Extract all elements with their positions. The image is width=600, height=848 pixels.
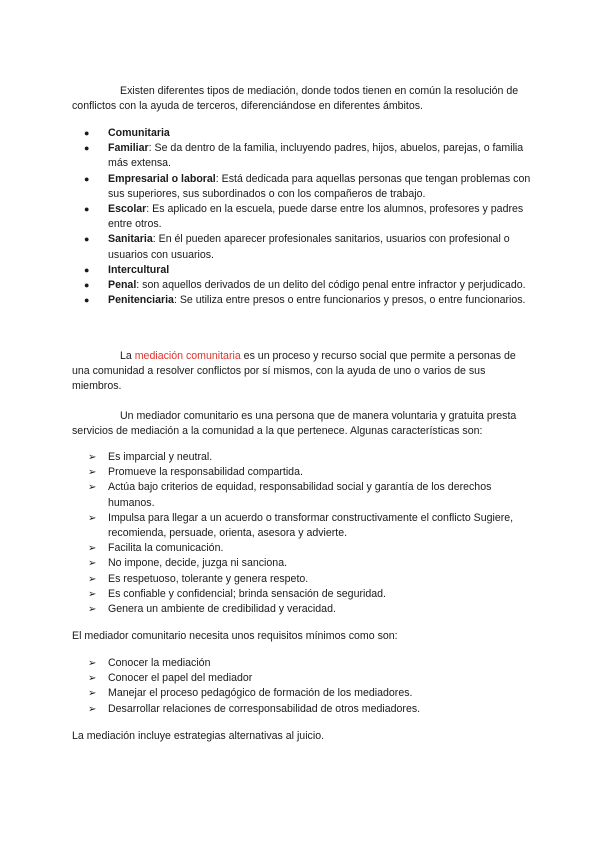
arrow-bullet-icon: ➢	[88, 452, 97, 463]
bullet-icon: ●	[84, 204, 90, 215]
closing-paragraph: La mediación incluye estrategias alternativas al juicio.	[72, 730, 325, 742]
arrow-bullet-icon: ➢	[88, 512, 97, 524]
arrow-bullet-icon: ➢	[88, 558, 97, 570]
arrow-bullet-icon: ➢	[88, 588, 97, 600]
list-item: ➢ Genera un ambiente de credibilidad y veracidad.	[72, 602, 532, 617]
list-item: ➢ No impone, decide, juzga ni sanciona.	[72, 556, 532, 571]
list-item: ➢ Es confiable y confidencial; brinda sensación de seguridad.	[72, 587, 532, 602]
bullet-icon: ●	[84, 128, 90, 138]
bullet-icon: ●	[84, 295, 90, 306]
list-item: ● Familiar: Se da dentro de la familia, incluyendo padres, hijos, abuelos, parejas, o familia más extensa.	[84, 142, 524, 170]
highlighted-term: mediación comunitaria	[134, 350, 241, 362]
characteristics-list	[72, 450, 532, 617]
list-item: ● Penal: son aquellos derivados de un delito del código penal entre infractor y perjudicado.	[72, 278, 532, 293]
requirements-intro-paragraph: El mediador comunitario necesita unos requisitos mínimos como son:	[72, 630, 398, 642]
bullet-icon: ●	[84, 173, 90, 184]
list-item: ➢ Facilita la comunicación.	[72, 541, 532, 556]
arrow-bullet-icon: ➢	[88, 658, 97, 669]
arrow-bullet-icon: ➢	[88, 543, 97, 555]
mediation-types-list	[72, 126, 532, 308]
bullet-icon: ●	[84, 234, 90, 245]
list-item: ➢ Es imparcial y neutral.	[72, 450, 532, 465]
intro-paragraph: Existen diferentes tipos de mediación, donde todos tienen en común la resolución de conflictos con la ayuda de terceros, diferenciándose en diferentes ámbitos.	[72, 85, 519, 113]
arrow-bullet-icon: ➢	[88, 673, 97, 685]
list-item: ● Penitenciaria: Se utiliza entre presos o entre funcionarios y presos, o entre funcionarios.	[72, 293, 532, 308]
list-item: ➢ Es respetuoso, tolerante y genera respeto.	[72, 572, 532, 587]
list-item: ➢ Desarrollar relaciones de corresponsabilidad de otros mediadores.	[72, 702, 532, 717]
arrow-bullet-icon: ➢	[88, 573, 97, 585]
requirements-list	[72, 656, 532, 717]
arrow-bullet-icon: ➢	[88, 688, 97, 700]
mediator-intro-paragraph: Un mediador comunitario es una persona que de manera voluntaria y gratuita presta servicios de mediación a la comunidad a la que pertenece. Algunas características son:	[72, 410, 517, 438]
list-item: ➢ Impulsa para llegar a un acuerdo o transformar constructivamente el conflicto Sugiere, recomienda, persuade, orienta, asesora y advierte.	[88, 511, 514, 540]
list-item: ● Sanitaria: En él pueden aparecer profesionales sanitarios, usuarios con profesional o usuarios con usuarios.	[84, 233, 510, 261]
list-item: ● Comunitaria	[72, 126, 532, 141]
list-item: ● Intercultural	[72, 263, 532, 278]
list-item: ➢ Manejar el proceso pedagógico de formación de los mediadores.	[72, 686, 532, 701]
list-item: ➢ Actúa bajo criterios de equidad, responsabilidad social y garantía de los derechos humanos.	[88, 481, 492, 509]
community-paragraph: La mediación comunitaria es un proceso y recurso social que permite a personas de una comunidad a resolver conflictos por sí mismos, con la ayuda de uno o varios de sus miembros.	[72, 350, 516, 393]
arrow-bullet-icon: ➢	[88, 482, 97, 494]
bullet-icon: ●	[84, 143, 90, 154]
list-item: ● Escolar: Es aplicado en la escuela, puede darse entre los alumnos, profesores y padres entre otros.	[84, 203, 524, 231]
arrow-bullet-icon: ➢	[88, 703, 97, 715]
list-item: ➢ Conocer la mediación	[72, 656, 532, 671]
bullet-icon: ●	[84, 280, 90, 291]
list-item: ● Empresarial o laboral: Está dedicada para aquellas personas que tengan problemas con sus superiores, sus subordinados o con los compañeros de trabajo.	[84, 172, 531, 200]
arrow-bullet-icon: ➢	[88, 604, 97, 616]
list-item: ➢ Conocer el papel del mediador	[72, 671, 532, 686]
arrow-bullet-icon: ➢	[88, 467, 97, 479]
bullet-icon: ●	[84, 264, 90, 275]
list-item: ➢ Promueve la responsabilidad compartida.	[72, 465, 532, 480]
